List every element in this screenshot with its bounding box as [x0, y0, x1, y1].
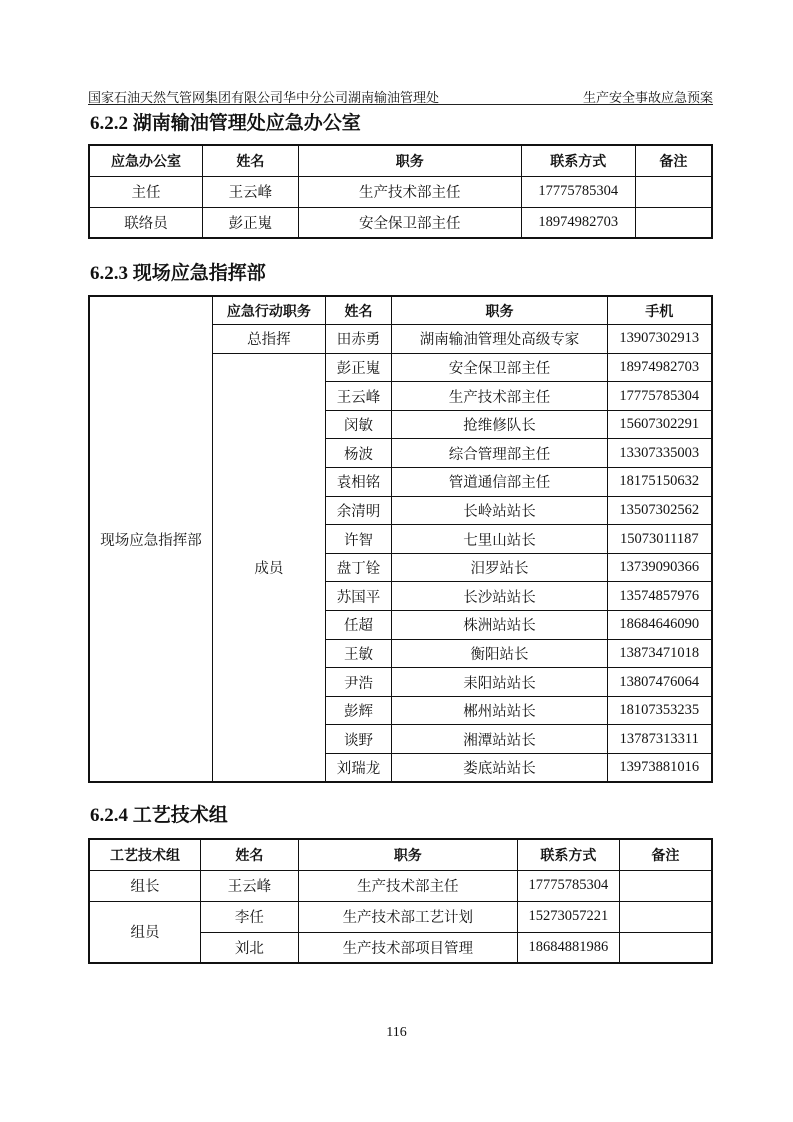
title-cell: 生产技术部主任 — [298, 176, 521, 207]
column-header: 备注 — [635, 145, 712, 176]
title-cell: 管道通信部主任 — [392, 468, 607, 497]
name-cell: 刘瑞龙 — [325, 754, 392, 783]
phone-cell: 18974982703 — [521, 207, 635, 238]
name-cell: 杨波 — [325, 439, 392, 468]
name-cell: 闵敏 — [325, 410, 392, 439]
role-cell: 主任 — [89, 176, 203, 207]
column-header: 应急办公室 — [89, 145, 203, 176]
role-cell: 成员 — [213, 353, 326, 782]
phone-cell: 15607302291 — [607, 410, 712, 439]
role-cell: 组长 — [89, 870, 201, 901]
column-header: 应急行动职务 — [213, 296, 326, 325]
phone-cell: 13739090366 — [607, 553, 712, 582]
remark-cell — [635, 176, 712, 207]
phone-cell: 13907302913 — [607, 325, 712, 354]
phone-cell: 18107353235 — [607, 696, 712, 725]
phone-cell: 15073011187 — [607, 525, 712, 554]
phone-cell: 17775785304 — [521, 176, 635, 207]
phone-cell: 18684646090 — [607, 611, 712, 640]
phone-cell: 17775785304 — [607, 382, 712, 411]
remark-cell — [619, 932, 712, 963]
name-cell: 袁相铭 — [325, 468, 392, 497]
name-cell: 王云峰 — [203, 176, 299, 207]
phone-cell: 13807476064 — [607, 668, 712, 697]
column-header: 职务 — [298, 839, 517, 870]
column-header: 职务 — [392, 296, 607, 325]
role-cell: 组员 — [89, 901, 201, 963]
remark-cell — [619, 870, 712, 901]
title-cell: 安全保卫部主任 — [298, 207, 521, 238]
role-cell: 联络员 — [89, 207, 203, 238]
column-header: 工艺技术组 — [89, 839, 201, 870]
name-cell: 彭正嵬 — [203, 207, 299, 238]
title-cell: 生产技术部主任 — [298, 870, 517, 901]
name-cell: 王敏 — [325, 639, 392, 668]
name-cell: 盘丁铨 — [325, 553, 392, 582]
name-cell: 彭正嵬 — [325, 353, 392, 382]
column-header: 职务 — [298, 145, 521, 176]
title-cell: 耒阳站站长 — [392, 668, 607, 697]
title-cell: 湖南输油管理处高级专家 — [392, 325, 607, 354]
title-cell: 安全保卫部主任 — [392, 353, 607, 382]
title-cell: 七里山站长 — [392, 525, 607, 554]
title-cell: 生产技术部项目管理 — [298, 932, 517, 963]
section-title-6-2-3: 6.2.3 现场应急指挥部 — [90, 263, 266, 284]
section-title-6-2-2: 6.2.2 湖南输油管理处应急办公室 — [90, 113, 361, 134]
phone-cell: 13574857976 — [607, 582, 712, 611]
phone-cell: 18684881986 — [517, 932, 619, 963]
phone-cell: 17775785304 — [517, 870, 619, 901]
table-row — [89, 901, 712, 932]
title-cell: 郴州站站长 — [392, 696, 607, 725]
emergency-office-table — [88, 144, 713, 239]
phone-cell: 15273057221 — [517, 901, 619, 932]
process-tech-group-table — [88, 838, 713, 964]
name-cell: 彭辉 — [325, 696, 392, 725]
title-cell: 株洲站站长 — [392, 611, 607, 640]
name-cell: 尹浩 — [325, 668, 392, 697]
table-row — [89, 207, 712, 238]
title-cell: 抢维修队长 — [392, 410, 607, 439]
phone-cell: 13787313311 — [607, 725, 712, 754]
title-cell: 衡阳站长 — [392, 639, 607, 668]
role-cell: 总指挥 — [213, 325, 326, 354]
page-number: 116 — [386, 1025, 407, 1040]
title-cell: 生产技术部主任 — [392, 382, 607, 411]
name-cell: 许智 — [325, 525, 392, 554]
table-row — [89, 870, 712, 901]
column-header: 联系方式 — [517, 839, 619, 870]
column-header: 手机 — [607, 296, 712, 325]
column-header: 姓名 — [325, 296, 392, 325]
running-header — [88, 86, 713, 105]
remark-cell — [619, 901, 712, 932]
column-header: 姓名 — [201, 839, 299, 870]
title-cell: 娄底站站长 — [392, 754, 607, 783]
name-cell: 李任 — [201, 901, 299, 932]
title-cell: 生产技术部工艺计划 — [298, 901, 517, 932]
group-label-cell: 现场应急指挥部 — [89, 296, 213, 782]
table-row — [89, 839, 712, 870]
section-title-6-2-4: 6.2.4 工艺技术组 — [90, 805, 228, 826]
onsite-command-table — [88, 295, 713, 783]
column-header: 联系方式 — [521, 145, 635, 176]
name-cell: 谈野 — [325, 725, 392, 754]
phone-cell: 18175150632 — [607, 468, 712, 497]
phone-cell: 13507302562 — [607, 496, 712, 525]
name-cell: 田赤勇 — [325, 325, 392, 354]
name-cell: 苏国平 — [325, 582, 392, 611]
phone-cell: 18974982703 — [607, 353, 712, 382]
table-row — [89, 176, 712, 207]
title-cell: 汨罗站长 — [392, 553, 607, 582]
title-cell: 长沙站站长 — [392, 582, 607, 611]
name-cell: 王云峰 — [201, 870, 299, 901]
column-header: 备注 — [619, 839, 712, 870]
column-header: 姓名 — [203, 145, 299, 176]
header-doc-title: 生产安全事故应急预案 — [582, 90, 713, 105]
title-cell: 长岭站站长 — [392, 496, 607, 525]
name-cell: 余清明 — [325, 496, 392, 525]
table-row — [89, 296, 712, 325]
title-cell: 湘潭站站长 — [392, 725, 607, 754]
remark-cell — [635, 207, 712, 238]
name-cell: 刘北 — [201, 932, 299, 963]
phone-cell: 13973881016 — [607, 754, 712, 783]
table-row — [89, 145, 712, 176]
name-cell: 任超 — [325, 611, 392, 640]
title-cell: 综合管理部主任 — [392, 439, 607, 468]
phone-cell: 13873471018 — [607, 639, 712, 668]
name-cell: 王云峰 — [325, 382, 392, 411]
header-org: 国家石油天然气管网集团有限公司华中分公司湖南输油管理处 — [88, 90, 440, 105]
phone-cell: 13307335003 — [607, 439, 712, 468]
